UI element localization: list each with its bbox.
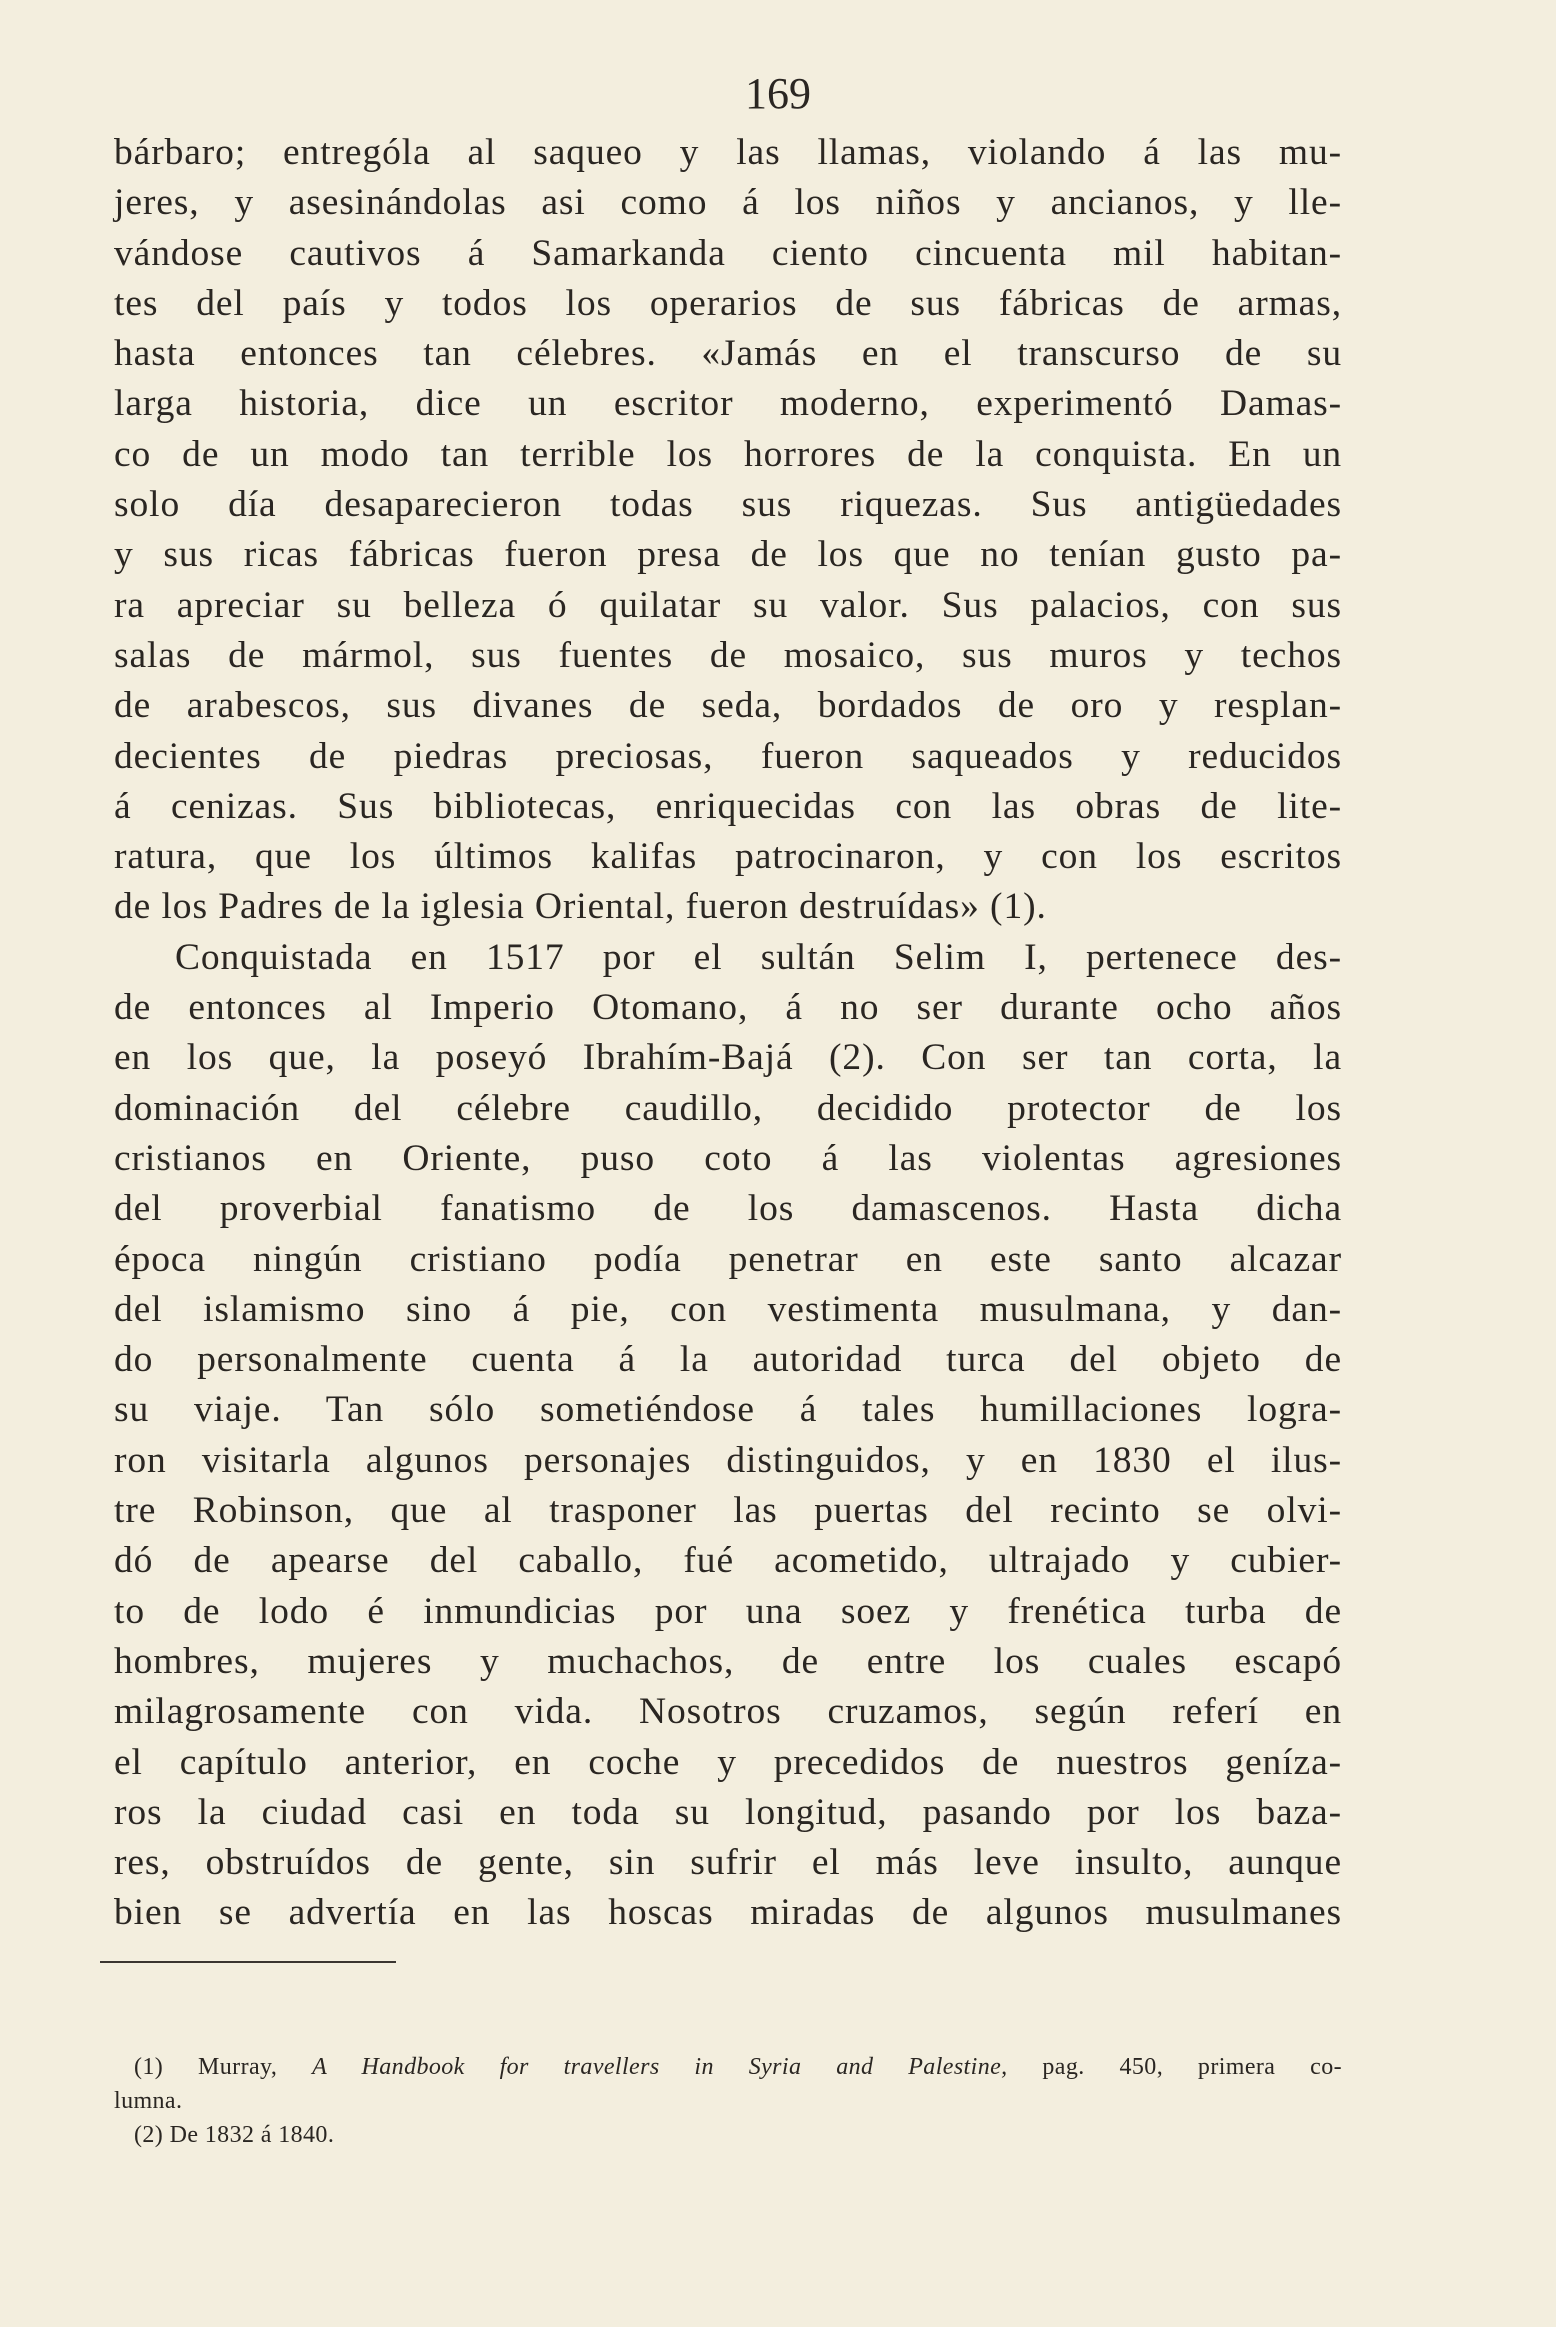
footnote-2-marker: (2) xyxy=(134,2122,164,2148)
text-line: cristianos en Oriente, puso coto á las violentas agresiones xyxy=(114,1137,1342,1179)
text-line: bárbaro; entrególa al saqueo y las llamas, violando á las mu- xyxy=(114,132,1342,173)
text-line: ros la ciudad casi en toda su longitud, pasando por los baza- xyxy=(114,1791,1342,1833)
text-line: en los que, la poseyó Ibrahím-Bajá (2). Con ser tan corta, la xyxy=(114,1037,1342,1079)
body-text xyxy=(114,128,1342,1939)
text-line: vándose cautivos á Samarkanda ciento cincuenta mil habitan- xyxy=(114,232,1342,274)
text-line: decientes de piedras preciosas, fueron saqueados y reducidos xyxy=(114,735,1342,777)
text-line: su viaje. Tan sólo sometiéndose á tales humillaciones logra- xyxy=(114,1389,1342,1431)
text-line: ra apreciar su belleza ó quilatar su valor. Sus palacios, con sus xyxy=(114,584,1342,626)
text-line: solo día desaparecieron todas sus riquezas. Sus antigüedades xyxy=(114,484,1342,526)
text-line: dominación del célebre caudillo, decidido protector de los xyxy=(114,1087,1342,1129)
footnote-1-author: Murray, xyxy=(198,2054,278,2080)
text-line: de entonces al Imperio Otomano, á no ser durante ocho años xyxy=(114,987,1342,1029)
text-line: tre Robinson, que al trasponer las puertas del recinto se olvi- xyxy=(114,1490,1342,1532)
footnote-1-rest: pag. 450, primera co- xyxy=(1042,2054,1343,2080)
text-line: salas de mármol, sus fuentes de mosaico, sus muros y techos xyxy=(114,634,1342,676)
footnote-1 xyxy=(114,2050,1342,2084)
text-line: ratura, que los últimos kalifas patrocinaron, y con los escritos xyxy=(114,836,1342,878)
footnote-1-marker: (1) xyxy=(134,2054,164,2080)
footnote-divider xyxy=(100,1961,396,1963)
footnote-2 xyxy=(114,2118,1342,2152)
text-line: bien se advertía en las hoscas miradas de algunos musulmanes xyxy=(114,1892,1342,1934)
page-number: 169 xyxy=(745,69,811,118)
text-line: to de lodo é inmundicias por una soez y frenética turba de xyxy=(114,1590,1342,1632)
text-line: y sus ricas fábricas fueron presa de los que no tenían gusto pa- xyxy=(114,534,1342,576)
footnotes xyxy=(114,2050,1342,2152)
footnote-2-text: De 1832 á 1840. xyxy=(169,2122,335,2148)
text-line: del islamismo sino á pie, con vestimenta musulmana, y dan- xyxy=(114,1288,1342,1330)
text-line: res, obstruídos de gente, sin sufrir el más leve insulto, aunque xyxy=(114,1842,1342,1884)
text-line: de arabescos, sus divanes de seda, bordados de oro y resplan- xyxy=(114,685,1342,727)
text-line: tes del país y todos los operarios de sus fábricas de armas, xyxy=(114,282,1342,324)
footnote-1-continuation: lumna. xyxy=(114,2088,183,2114)
footnote-1-title: A Handbook for travellers in Syria and Palestine, xyxy=(312,2054,1008,2080)
text-line: jeres, y asesinándolas asi como á los niños y ancianos, y lle- xyxy=(114,182,1342,224)
text-line: el capítulo anterior, en coche y precedidos de nuestros geníza- xyxy=(114,1741,1342,1783)
text-line: á cenizas. Sus bibliotecas, enriquecidas con las obras de lite- xyxy=(114,785,1342,827)
text-line: ron visitarla algunos personajes distinguidos, y en 1830 el ilus- xyxy=(114,1439,1342,1481)
paragraph-end-line: de los Padres de la iglesia Oriental, fueron destruídas» (1). xyxy=(114,886,1047,928)
text-line: hasta entonces tan célebres. «Jamás en el transcurso de su xyxy=(114,333,1342,375)
text-line: do personalmente cuenta á la autoridad turca del objeto de xyxy=(114,1339,1342,1381)
text-line: del proverbial fanatismo de los damascenos. Hasta dicha xyxy=(114,1188,1342,1230)
text-line: co de un modo tan terrible los horrores de la conquista. En un xyxy=(114,433,1342,475)
text-line: dó de apearse del caballo, fué acometido, ultrajado y cubier- xyxy=(114,1540,1342,1582)
text-line: milagrosamente con vida. Nosotros cruzamos, según referí en xyxy=(114,1691,1342,1733)
text-line: época ningún cristiano podía penetrar en este santo alcazar xyxy=(114,1238,1342,1280)
text-line: larga historia, dice un escritor moderno, experimentó Damas- xyxy=(114,383,1342,425)
text-line: hombres, mujeres y muchachos, de entre los cuales escapó xyxy=(114,1640,1342,1682)
paragraph-start-line: Conquistada en 1517 por el sultán Selim I, pertenece des- xyxy=(175,936,1342,978)
